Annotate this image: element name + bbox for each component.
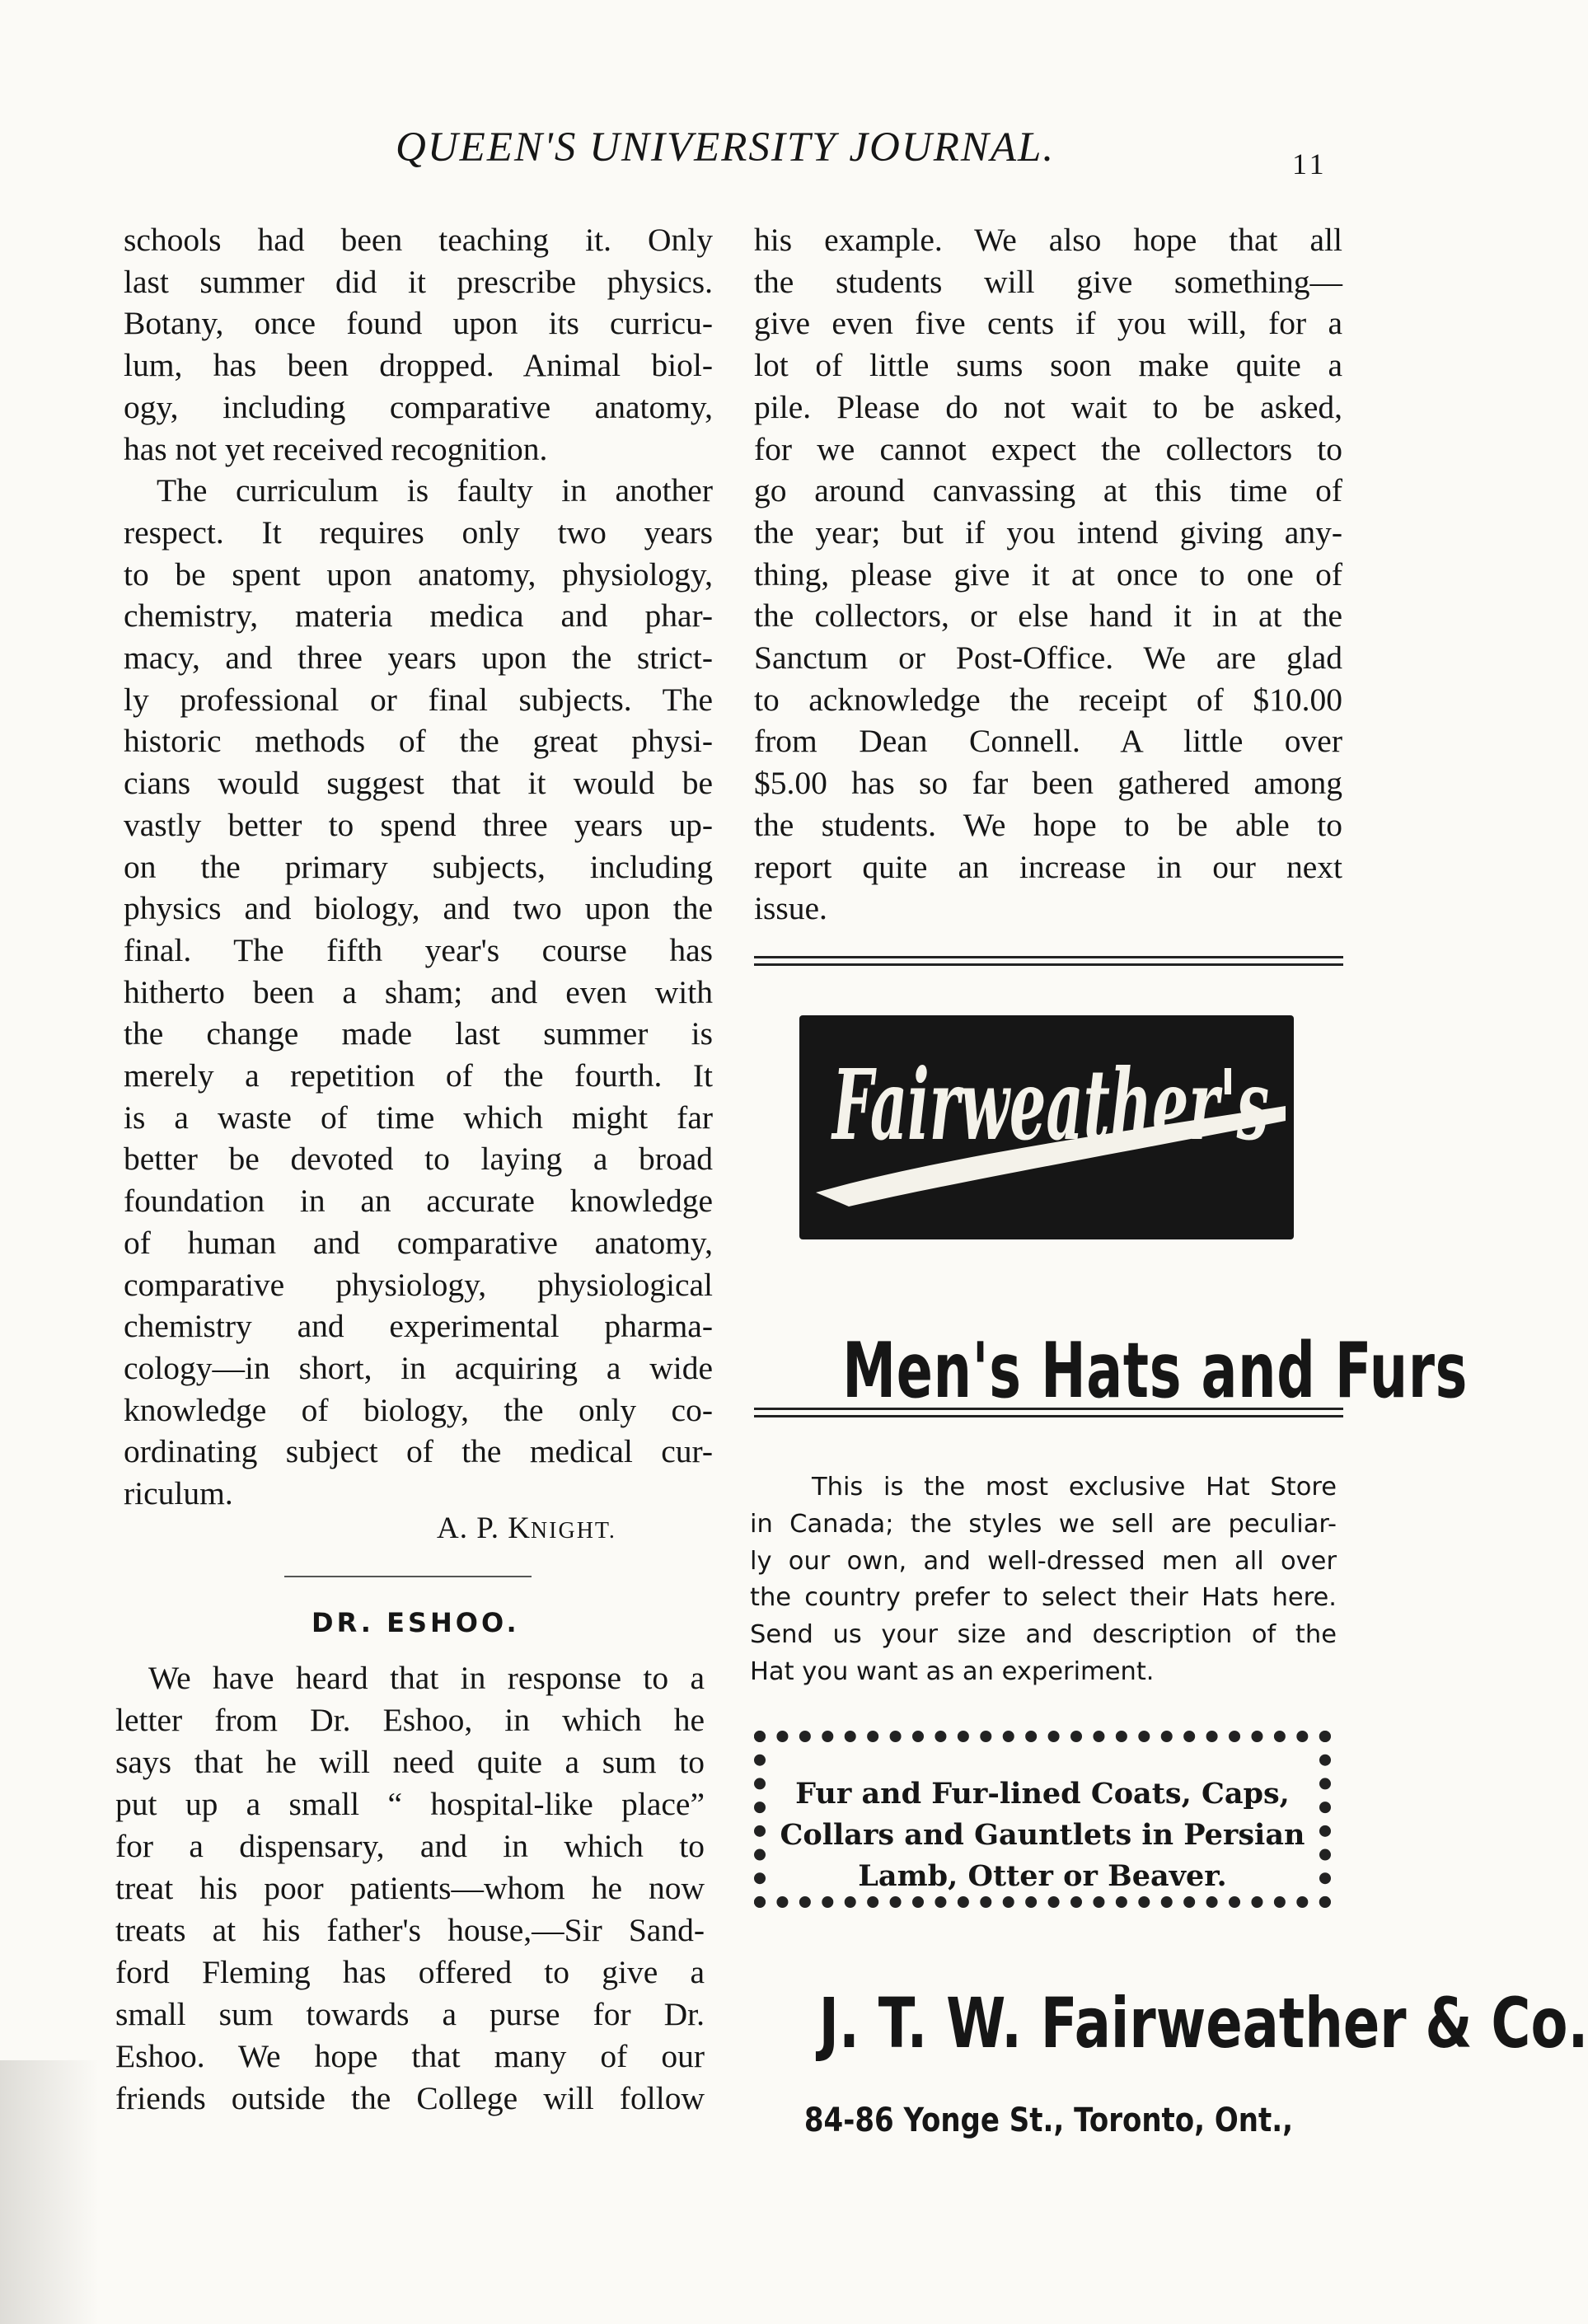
text-line: final. The fifth year's course has: [124, 931, 713, 968]
text-line: his example. We also hope that all: [754, 222, 1342, 258]
text-line: of human and comparative anatomy,: [124, 1224, 713, 1261]
text-line: $5.00 has so far been gathered among: [754, 765, 1342, 802]
advertisement-mid-rule: [754, 1408, 1343, 1417]
text-line: We have heard that in response to a: [148, 1660, 705, 1696]
text-line: thing, please give it at once to one of: [754, 555, 1342, 593]
furs-box-text: [779, 1773, 1306, 1897]
firm-name: J. T. W. Fairweather & Co.: [818, 1983, 1588, 2064]
text-line: ogy, including comparative anatomy,: [124, 388, 713, 425]
text-line: knowledge of biology, the only co-: [124, 1391, 713, 1428]
text-line: friends outside the College will follow: [115, 2080, 705, 2116]
page-edge-shadow: [0, 2060, 99, 2324]
text-line: better be devoted to laying a broad: [124, 1141, 713, 1178]
text-line: Eshoo. We hope that many of our: [115, 2038, 705, 2074]
text-line: ford Fleming has offered to give a: [115, 1954, 705, 1990]
firm-address: 84-86 Yonge St., Toronto, Ont.,: [803, 2101, 1294, 2139]
text-line: to acknowledge the receipt of $10.00: [754, 681, 1342, 718]
text-line: issue.: [754, 890, 827, 927]
text-line: the change made last summer is: [124, 1015, 713, 1052]
text-line: pile. Please do not wait to be asked,: [754, 388, 1342, 425]
page-number: 11: [1292, 148, 1328, 180]
text-line: on the primary subjects, including: [124, 848, 713, 885]
text-line: to be spent upon anatomy, physiology,: [124, 555, 713, 593]
furs-line: Lamb, Otter or Beaver.: [858, 1859, 1227, 1893]
text-line: the collectors, or else hand it in at the: [754, 597, 1342, 635]
ad-copy-line: Hat you want as an experiment.: [750, 1656, 1155, 1686]
fairweathers-logo: [799, 1015, 1294, 1239]
text-line: put up a small “ hospital-like place”: [115, 1786, 705, 1822]
eshoo-article-text: [115, 1657, 705, 2120]
text-line: riculum.: [124, 1475, 233, 1512]
ad-copy-line: ly our own, and well-dressed men all over: [750, 1546, 1337, 1576]
text-line: the year; but if you intend giving any-: [754, 513, 1342, 551]
text-line: schools had been teaching it. Only: [124, 222, 713, 258]
logo-artwork: [799, 1015, 1294, 1239]
ad-copy-line: in Canada; the styles we sell are peculiar-: [750, 1509, 1337, 1539]
text-line: historic methods of the great physi-: [124, 723, 713, 760]
text-line: comparative physiology, physiological: [124, 1266, 713, 1303]
text-line: ly professional or final subjects. The: [124, 681, 713, 718]
text-line: Sanctum or Post-Office. We are glad: [754, 640, 1342, 677]
text-line: for a dispensary, and in which to: [115, 1828, 705, 1864]
text-line: lot of little sums soon make quite a: [754, 347, 1342, 384]
text-line: chemistry, materia medica and phar-: [124, 597, 713, 635]
section-title: DR. ESHOO.: [312, 1607, 520, 1638]
text-line: ordinating subject of the medical cur-: [124, 1433, 713, 1470]
text-line: treat his poor patients—whom he now: [115, 1870, 705, 1906]
signature-initials: A. P. K: [437, 1511, 531, 1545]
text-line: Botany, once found upon its curricu-: [124, 305, 713, 342]
advertisement-top-rule: [754, 956, 1343, 966]
text-line: lum, has been dropped. Animal biol-: [124, 347, 713, 384]
text-line: give even five cents if you will, for a: [754, 305, 1342, 342]
text-line: respect. It requires only two years: [124, 513, 713, 551]
text-line: small sum towards a purse for Dr.: [115, 1996, 705, 2032]
furs-line: Fur and Fur-lined Coats, Caps,: [795, 1777, 1290, 1811]
text-line: from Dean Connell. A little over: [754, 723, 1342, 760]
text-line: report quite an increase in our next: [754, 848, 1342, 885]
text-line: for we cannot expect the collectors to: [754, 430, 1342, 467]
ad-copy-line: the country prefer to select their Hats here.: [750, 1583, 1337, 1613]
logo-wordmark: Fairweather's: [831, 1047, 1269, 1162]
signature-surname: NIGHT.: [530, 1518, 616, 1544]
text-line: says that he will need quite a sum to: [115, 1744, 705, 1780]
ad-copy-line: Send us your size and description of the: [750, 1620, 1337, 1650]
text-line: hitherto been a sham; and even with: [124, 973, 713, 1010]
ad-copy: [750, 1469, 1337, 1691]
running-title: QUEEN'S UNIVERSITY JOURNAL.: [396, 124, 1056, 171]
text-line: the students. We hope to be able to: [754, 806, 1342, 843]
text-line: physics and biology, and two upon the: [124, 890, 713, 927]
text-line: chemistry and experimental pharma-: [124, 1308, 713, 1345]
author-signature: [437, 1511, 616, 1546]
text-line: has not yet received recognition.: [124, 430, 548, 467]
text-line: The curriculum is faulty in another: [157, 472, 713, 509]
text-line: macy, and three years upon the strict-: [124, 640, 713, 677]
section-divider: [284, 1576, 532, 1577]
text-line: cians would suggest that it would be: [124, 765, 713, 802]
text-line: vastly better to spend three years up-: [124, 806, 713, 843]
text-line: is a waste of time which might far: [124, 1099, 713, 1136]
text-line: foundation in an accurate knowledge: [124, 1183, 713, 1220]
ad-headline: Men's Hats and Furs: [842, 1326, 1469, 1415]
furs-line: Collars and Gauntlets in Persian: [780, 1818, 1305, 1852]
left-column-text: [124, 219, 713, 1515]
furs-box: [754, 1731, 1331, 1908]
text-line: treats at his father's house,—Sir Sand-: [115, 1912, 705, 1948]
text-line: go around canvassing at this time of: [754, 472, 1342, 509]
text-line: merely a repetition of the fourth. It: [124, 1057, 713, 1094]
right-column-text: [754, 219, 1342, 930]
text-line: last summer did it prescribe physics.: [124, 263, 713, 300]
text-line: letter from Dr. Eshoo, in which he: [115, 1702, 705, 1738]
ad-copy-line: This is the most exclusive Hat Store: [812, 1473, 1337, 1502]
text-line: the students will give something—: [754, 263, 1342, 300]
text-line: cology—in short, in acquiring a wide: [124, 1349, 713, 1386]
